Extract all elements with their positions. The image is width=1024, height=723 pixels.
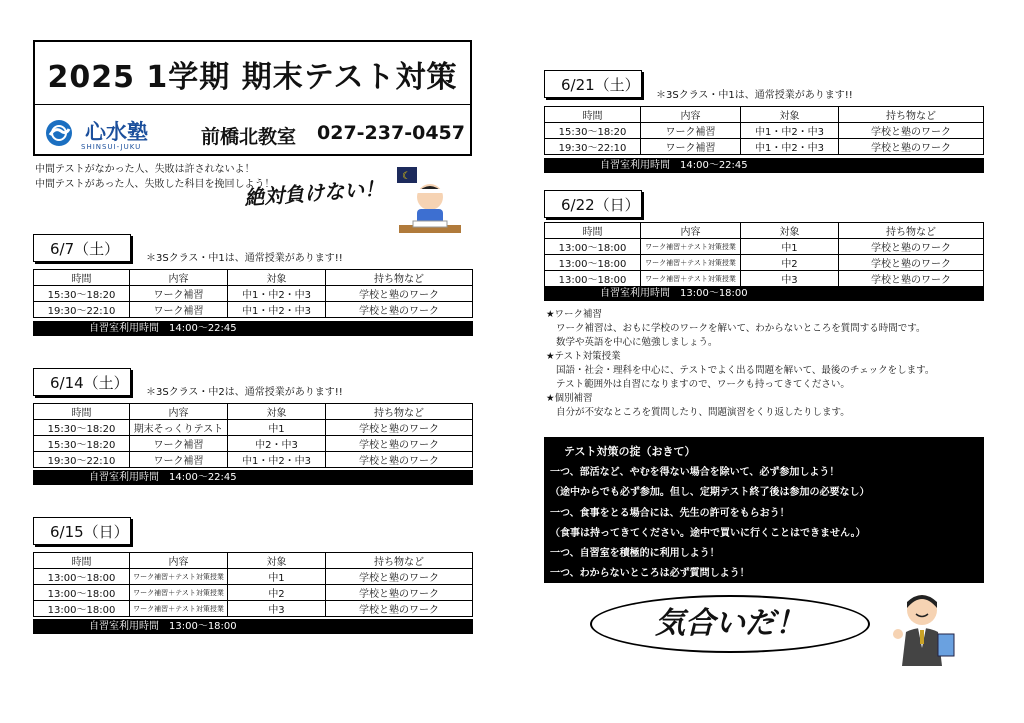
cell-items: 学校と塾のワーク <box>839 271 984 287</box>
cell-time: 13:00〜18:00 <box>34 569 130 585</box>
col-target: 対象 <box>228 404 326 420</box>
test-desc-1: 国語・社会・理科を中心に、テストでよく出る問題を解いて、最後のチェックをします。 <box>556 365 935 376</box>
cell-target: 中2・中3 <box>228 436 326 452</box>
col-target: 対象 <box>741 223 839 239</box>
cell-items: 学校と塾のワーク <box>326 420 473 436</box>
cell-time: 13:00〜18:00 <box>545 271 641 287</box>
table-row <box>34 436 473 452</box>
branch-name: 前橋北教室 <box>201 126 297 148</box>
cell-items: 学校と塾のワーク <box>326 452 473 468</box>
cell-target: 中1・中2・中3 <box>228 452 326 468</box>
note-0607: ＊3Sクラス・中1は、通常授業があります!! <box>146 253 343 264</box>
rule-3: 一つ、自習室を積極的に利用しよう！ <box>550 548 720 559</box>
cell-content: 期末そっくりテスト <box>130 420 228 436</box>
cell-content: ワーク補習 <box>130 302 228 318</box>
cell-target: 中2 <box>228 585 326 601</box>
cell-content: ワーク補習＋テスト対策授業 <box>641 239 741 255</box>
kiai-bubble: 気合いだ！ <box>590 595 870 653</box>
col-target: 対象 <box>228 553 326 569</box>
col-content: 内容 <box>641 107 741 123</box>
table-row <box>34 601 473 617</box>
studying-student-illustration-icon <box>395 165 465 243</box>
work-title: ★ワーク補習 <box>546 309 603 320</box>
cell-target: 中1・中2・中3 <box>228 302 326 318</box>
indiv-title: ★個別補習 <box>546 393 593 404</box>
table-row <box>34 452 473 468</box>
table-row <box>545 139 984 155</box>
col-items: 持ち物など <box>326 270 473 286</box>
study-room-time: 自習室利用時間 14:00〜22:45 <box>89 472 237 483</box>
col-items: 持ち物など <box>839 107 984 123</box>
study-room-bar-0615 <box>33 619 473 634</box>
cell-items: 学校と塾のワーク <box>839 123 984 139</box>
table-row <box>34 585 473 601</box>
col-items: 持ち物など <box>326 404 473 420</box>
schedule-table-0615 <box>33 552 473 617</box>
title-divider <box>35 104 470 105</box>
cell-content: ワーク補習＋テスト対策授業 <box>130 585 228 601</box>
date-label-0621: 6/21（土） <box>544 70 642 98</box>
cell-target: 中3 <box>228 601 326 617</box>
cell-target: 中2 <box>741 255 839 271</box>
cell-time: 13:00〜18:00 <box>545 255 641 271</box>
school-romaji: SHINSUI-JUKU <box>81 143 142 151</box>
study-room-time: 自習室利用時間 13:00〜18:00 <box>89 621 237 632</box>
cell-time: 13:00〜18:00 <box>545 239 641 255</box>
table-row <box>34 302 473 318</box>
teacher-thumbs-up-illustration-icon <box>888 588 960 666</box>
explanations <box>546 308 986 420</box>
cell-content: ワーク補習 <box>641 139 741 155</box>
test-desc-2: テスト範囲外は自習になりますので、ワークも持ってきてください。 <box>556 379 850 390</box>
col-time: 時間 <box>545 107 641 123</box>
col-time: 時間 <box>545 223 641 239</box>
schedule-table-0621 <box>544 106 984 155</box>
schedule-table-0607 <box>33 269 473 318</box>
col-content: 内容 <box>130 270 228 286</box>
cell-items: 学校と塾のワーク <box>326 302 473 318</box>
cell-target: 中1 <box>741 239 839 255</box>
study-room-time: 自習室利用時間 13:00〜18:00 <box>600 288 748 299</box>
cell-target: 中1・中2・中3 <box>228 286 326 302</box>
note-0621: ＊3Sクラス・中1は、通常授業があります!! <box>656 90 853 101</box>
study-room-bar-0621 <box>544 158 984 173</box>
cell-content: ワーク補習＋テスト対策授業 <box>641 255 741 271</box>
date-label-0622: 6/22（日） <box>544 190 642 218</box>
cell-target: 中1 <box>228 420 326 436</box>
work-desc-2: 数学や英語を中心に勉強しましょう。 <box>556 337 718 348</box>
cell-content: ワーク補習 <box>130 286 228 302</box>
col-target: 対象 <box>741 107 839 123</box>
cell-items: 学校と塾のワーク <box>326 569 473 585</box>
date-label-0614: 6/14（土） <box>33 368 131 396</box>
table-header-row <box>545 223 984 239</box>
date-label-0607: 6/7（土） <box>33 234 131 262</box>
schedule-table-0622 <box>544 222 984 287</box>
rules-title: テスト対策の掟（おきて） <box>564 445 696 458</box>
table-row <box>545 239 984 255</box>
study-room-time: 自習室利用時間 14:00〜22:45 <box>89 323 237 334</box>
table-row <box>545 123 984 139</box>
cell-time: 19:30〜22:10 <box>34 452 130 468</box>
table-header-row <box>34 553 473 569</box>
rule-2-note: （食事は持ってきてください。途中で買いに行くことはできません。） <box>550 528 866 539</box>
table-header-row <box>34 270 473 286</box>
study-room-bar-0614 <box>33 470 473 485</box>
note-0614: ＊3Sクラス・中2は、通常授業があります!! <box>146 387 343 398</box>
cell-items: 学校と塾のワーク <box>326 601 473 617</box>
date-label-0615: 6/15（日） <box>33 517 131 545</box>
col-time: 時間 <box>34 553 130 569</box>
col-time: 時間 <box>34 270 130 286</box>
cell-content: ワーク補習 <box>641 123 741 139</box>
cell-items: 学校と塾のワーク <box>326 436 473 452</box>
cell-time: 15:30〜18:20 <box>545 123 641 139</box>
page-title: 2025 1学期 期末テスト対策 <box>47 60 458 95</box>
table-header-row <box>545 107 984 123</box>
study-room-time: 自習室利用時間 14:00〜22:45 <box>600 160 748 171</box>
cell-time: 15:30〜18:20 <box>34 286 130 302</box>
rule-4: 一つ、わからないところは必ず質問しよう！ <box>550 568 750 579</box>
cell-items: 学校と塾のワーク <box>326 585 473 601</box>
col-target: 対象 <box>228 270 326 286</box>
school-name: 心水塾 <box>85 119 148 144</box>
study-room-bar-0622 <box>544 286 984 301</box>
test-title: ★テスト対策授業 <box>546 351 621 362</box>
col-content: 内容 <box>130 404 228 420</box>
table-row <box>34 286 473 302</box>
table-row <box>34 569 473 585</box>
rule-1: 一つ、部活など、やむを得ない場合を除いて、必ず参加しよう！ <box>550 467 840 478</box>
cell-items: 学校と塾のワーク <box>326 286 473 302</box>
cell-target: 中1 <box>228 569 326 585</box>
cell-content: ワーク補習 <box>130 452 228 468</box>
cell-time: 15:30〜18:20 <box>34 420 130 436</box>
col-content: 内容 <box>130 553 228 569</box>
cell-time: 13:00〜18:00 <box>34 601 130 617</box>
col-content: 内容 <box>641 223 741 239</box>
cell-content: ワーク補習＋テスト対策授業 <box>130 569 228 585</box>
work-desc-1: ワーク補習は、おもに学校のワークを解いて、わからないところを質問する時間です。 <box>556 323 926 334</box>
cell-time: 19:30〜22:10 <box>34 302 130 318</box>
cell-time: 15:30〜18:20 <box>34 436 130 452</box>
rule-1-note: （途中からでも必ず参加。但し、定期テスト終了後は参加の必要なし） <box>550 487 870 498</box>
motto-text: 絶対負けない！ <box>243 176 385 210</box>
col-time: 時間 <box>34 404 130 420</box>
title-box <box>33 40 472 156</box>
cell-items: 学校と塾のワーク <box>839 255 984 271</box>
cell-content: ワーク補習＋テスト対策授業 <box>130 601 228 617</box>
cell-target: 中1・中2・中3 <box>741 139 839 155</box>
svg-text:☾: ☾ <box>402 171 411 182</box>
table-row <box>545 271 984 287</box>
table-header-row <box>34 404 473 420</box>
cell-time: 13:00〜18:00 <box>34 585 130 601</box>
col-items: 持ち物など <box>839 223 984 239</box>
cell-target: 中3 <box>741 271 839 287</box>
table-row <box>34 420 473 436</box>
study-room-bar-0607 <box>33 321 473 336</box>
cell-items: 学校と塾のワーク <box>839 239 984 255</box>
col-items: 持ち物など <box>326 553 473 569</box>
cell-content: ワーク補習＋テスト対策授業 <box>641 271 741 287</box>
cell-target: 中1・中2・中3 <box>741 123 839 139</box>
phone-number: 027-237-0457 <box>317 122 465 144</box>
table-row <box>545 255 984 271</box>
cell-content: ワーク補習 <box>130 436 228 452</box>
schedule-table-0614 <box>33 403 473 468</box>
rule-2: 一つ、食事をとる場合には、先生の許可をもらおう！ <box>550 508 790 519</box>
intro-line-1: 中間テストがなかった人、失敗は許されないよ！ <box>35 164 255 175</box>
intro-line-2: 中間テストがあった人、失敗した科目を挽回しよう！ <box>35 179 275 190</box>
indiv-desc-1: 自分が不安なところを質問したり、問題演習をくり返したりします。 <box>556 407 850 418</box>
cell-time: 19:30〜22:10 <box>545 139 641 155</box>
cell-items: 学校と塾のワーク <box>839 139 984 155</box>
rules-box <box>544 437 984 583</box>
wave-circle-logo-icon <box>44 118 74 148</box>
